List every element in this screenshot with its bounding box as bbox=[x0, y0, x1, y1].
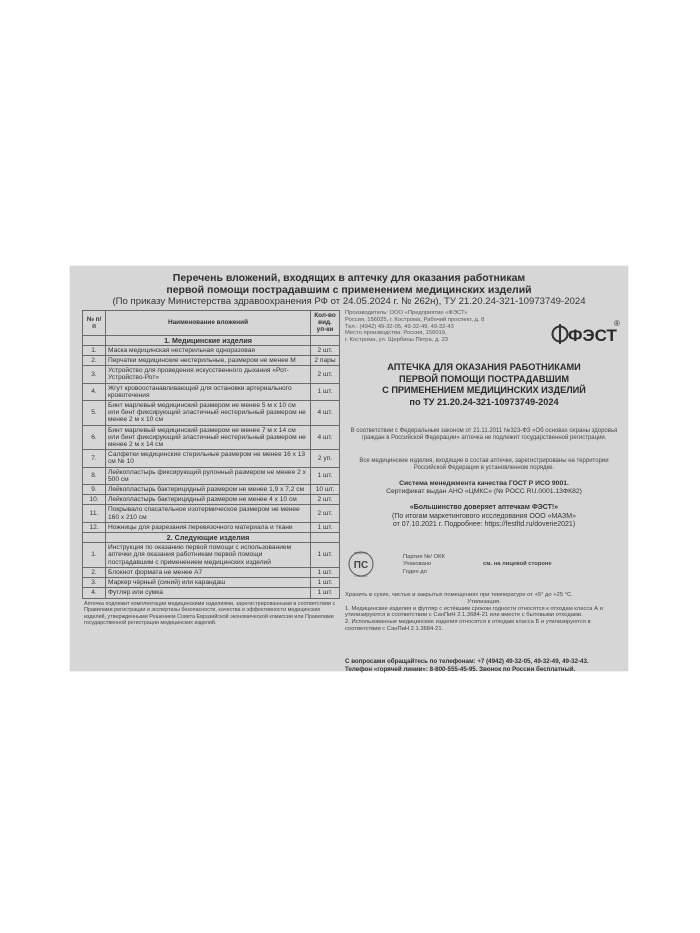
table-row bbox=[83, 401, 340, 426]
page-title: Перечень вложений, входящих в аптечку для оказания работникам первой помощи пострадавшим с применением медицинских изделий bbox=[166, 272, 532, 296]
table-row bbox=[83, 567, 340, 577]
row-quantity: 4 шт. bbox=[311, 401, 340, 426]
svg-text:ПС: ПС bbox=[353, 560, 369, 571]
row-quantity: 1 шт. bbox=[311, 578, 340, 588]
row-number: 11. bbox=[83, 505, 106, 522]
card-title: АПТЕЧКА ДЛЯ ОКАЗАНИЯ РАБОТНИКАМИ ПЕРВОЙ ПОМОЩИ ПОСТРАДАВШИМ С ПРИМЕНЕНИЕМ МЕДИЦИНСКИХ ИЗДЕЛИЙ по ТУ 21.20.24-321-10973749-2024 bbox=[382, 362, 586, 407]
row-item-name: Маркер чёрный (синий) или карандаш bbox=[106, 578, 311, 588]
row-item-name: Блокнот формата не менее А7 bbox=[106, 567, 311, 577]
row-item-name: Бинт марлевый медицинский размером не менее 5 м х 10 см или бинт фиксирующий эластичный нестерильный размером не менее 2 м х 10 см bbox=[106, 401, 311, 426]
producer-info: Производитель: ООО «Предприятие «ФЭСТ» Россия, 156025, г. Кострома, Рабочий проспект, д. 8 Тел.: (4942) 49-32-05, 49-32-49, 49-32-43 Место производства: Россия, 156019, г. Кострома, ул. Щербины Петра, д. 23 bbox=[345, 310, 485, 344]
row-number: 2. bbox=[83, 356, 106, 366]
table-row bbox=[83, 467, 340, 484]
law-note: В соответствии с Федеральным законом от 21.11.2011 №323-ФЗ «Об основах охраны здоровья граждан в Российской Федерации» аптечка не подлежит государственной регистрации. bbox=[350, 428, 618, 441]
row-quantity: 2 шт. bbox=[311, 345, 340, 355]
row-item-name: Бинт марлевый медицинский размером не менее 7 м х 14 см или бинт фиксирующий эластичный нестерильный размером не менее 2 м х 14 см bbox=[106, 425, 311, 450]
table-row bbox=[83, 383, 340, 400]
contents-table bbox=[82, 310, 340, 599]
table-row bbox=[83, 543, 340, 568]
row-quantity: 2 шт. bbox=[311, 495, 340, 505]
row-item-name: Лейкопластырь бактерицидный размером не менее 1,9 х 7,2 см bbox=[106, 485, 311, 495]
row-number: 1. bbox=[83, 345, 106, 355]
batch-info: Партия №/ ОКК Упаковано Годен до см. на лицевой стороне bbox=[403, 554, 552, 575]
row-number: 9. bbox=[83, 485, 106, 495]
row-number: 6. bbox=[83, 425, 106, 450]
contact-info: С вопросами обращайтесь по телефонам: +7 (4942) 49-32-05, 49-32-49, 49-32-43. Телефон «горячей линии»: 8-800-555-45-95. Звонок по России бесплатный. bbox=[345, 658, 589, 673]
col-qty-header: Кол-во вид. уп-ки bbox=[311, 311, 340, 336]
row-item-name: Инструкция по оказанию первой помощи с использованием аптечки для оказания работникам первой помощи пострадавшим с применением медицинских изделий bbox=[106, 543, 311, 568]
section-title: 2. Следующие изделия bbox=[106, 533, 311, 543]
row-item-name: Перчатки медицинские нестерильные, размером не менее М bbox=[106, 356, 311, 366]
row-number: 1. bbox=[83, 543, 106, 568]
registered-mark: ® bbox=[614, 319, 620, 328]
table-row bbox=[83, 356, 340, 366]
row-quantity: 1 шт. bbox=[311, 522, 340, 532]
registration-note: Все медицинские изделия, входящие в состав аптечки, зарегистрированы на территории Российской Федерации в установленном порядке. bbox=[359, 458, 609, 471]
section-row bbox=[83, 335, 340, 345]
row-item-name: Устройство для проведения искусственного дыхания «Рот-Устройство-Рот» bbox=[106, 366, 311, 383]
contents-table-area bbox=[82, 310, 340, 629]
logo-text: ФЭСТ bbox=[568, 326, 617, 345]
col-num-header: № п/п bbox=[83, 311, 106, 336]
row-quantity: 1 шт. bbox=[311, 543, 340, 568]
col-name-header: Наименование вложений bbox=[106, 311, 311, 336]
row-number: 10. bbox=[83, 495, 106, 505]
table-header-row bbox=[83, 311, 340, 336]
row-item-name: Лейкопластырь бактерицидный размером не менее 4 х 10 см bbox=[106, 495, 311, 505]
row-number: 4. bbox=[83, 588, 106, 598]
table-row bbox=[83, 522, 340, 532]
row-item-name: Маска медицинская нестерильная одноразовая bbox=[106, 345, 311, 355]
quality-info: Система менеджмента качества ГОСТ Р ИСО 9001. Сертификат выдан АНО «ЦМКС» (№ РОСС RU.0001.13ФК82) bbox=[386, 480, 582, 495]
storage-info: Хранить в сухих, чистых и закрытых помещениях при температуре от +5° до +25 °С. Утилизация. 1. Медицинские изделия и футляр с истёкшим сроком годности относятся к отходам класса А и утилизируются в соответствии с СанПиН 2.1.3684-21 или вместе с бытовыми отходами. 2. Использованные медицинские изделия относятся к отходам класса Б и утилизируются в соответствии с СанПиН 2.1.3684-21. bbox=[345, 592, 603, 632]
row-item-name: Футляр или сумка bbox=[106, 588, 311, 598]
svg-text:Стандарт: Стандарт bbox=[354, 574, 368, 578]
row-quantity: 4 шт. bbox=[311, 425, 340, 450]
table-row bbox=[83, 485, 340, 495]
table-row bbox=[83, 578, 340, 588]
row-quantity: 1 шт. bbox=[311, 383, 340, 400]
row-quantity: 2 шт. bbox=[311, 366, 340, 383]
row-number: 12. bbox=[83, 522, 106, 532]
table-row bbox=[83, 450, 340, 467]
row-quantity: 1 шт. bbox=[311, 467, 340, 484]
table-row bbox=[83, 345, 340, 355]
order-reference: (По приказу Министерства здравоохранения РФ от 24.05.2024 г. № 262н), ТУ 21.20.24-321-10973749-2024 bbox=[112, 296, 586, 307]
row-quantity: 2 пары bbox=[311, 356, 340, 366]
table-row bbox=[83, 588, 340, 598]
section-row bbox=[83, 533, 340, 543]
row-number: 3. bbox=[83, 366, 106, 383]
table-row bbox=[83, 366, 340, 383]
row-number: 5. bbox=[83, 401, 106, 426]
row-quantity: 10 шт. bbox=[311, 485, 340, 495]
row-item-name: Лейкопластырь фиксирующий рулонный размером не менее 2 х 500 см bbox=[106, 467, 311, 484]
section-title: 1. Медицинские изделия bbox=[106, 335, 311, 345]
row-item-name: Жгут кровоостанавливающий для остановки артериального кровотечения bbox=[106, 383, 311, 400]
row-quantity: 1 шт. bbox=[311, 567, 340, 577]
row-number: 3. bbox=[83, 578, 106, 588]
row-quantity: 1 шт. bbox=[311, 588, 340, 598]
row-number: 4. bbox=[83, 383, 106, 400]
row-number: 2. bbox=[83, 567, 106, 577]
row-item-name: Салфетки медицинские стерильные размером не менее 16 х 13 см № 10 bbox=[106, 450, 311, 467]
row-quantity: 2 уп. bbox=[311, 450, 340, 467]
row-number: 8. bbox=[83, 467, 106, 484]
pst-certification-icon bbox=[347, 550, 375, 578]
table-footnote: Аптечка подлежит комплектации медицинскими изделиями, зарегистрированными в соответствии с Правилами регистрации и экспертизы безопасности, качества и эффективности медицинских изделий, утвержденными Решением Совета Евразийской экономической комиссии или Правилами государственной регистрации медицинских изделий. bbox=[84, 600, 336, 627]
trust-info: «Большинство доверяет аптечкам ФЭСТ!» (По итогам маркетингового исследования ООО «МАЗМ» от 07.10.2021 г. Подробнее: https://festltd.ru/doverie2021) bbox=[392, 504, 576, 528]
row-quantity: 2 шт. bbox=[311, 505, 340, 522]
table-row bbox=[83, 425, 340, 450]
see-front-note: см. на лицевой стороне bbox=[483, 561, 552, 568]
fest-logo bbox=[551, 318, 623, 348]
table-row bbox=[83, 495, 340, 505]
row-item-name: Ножницы для разрезания перевязочного материала и ткани bbox=[106, 522, 311, 532]
row-item-name: Покрывало спасательное изотермическое размером не менее 160 х 210 см bbox=[106, 505, 311, 522]
document-sheet bbox=[70, 266, 628, 671]
row-number: 7. bbox=[83, 450, 106, 467]
svg-text:ПромТест: ПромТест bbox=[354, 551, 368, 555]
table-row bbox=[83, 505, 340, 522]
